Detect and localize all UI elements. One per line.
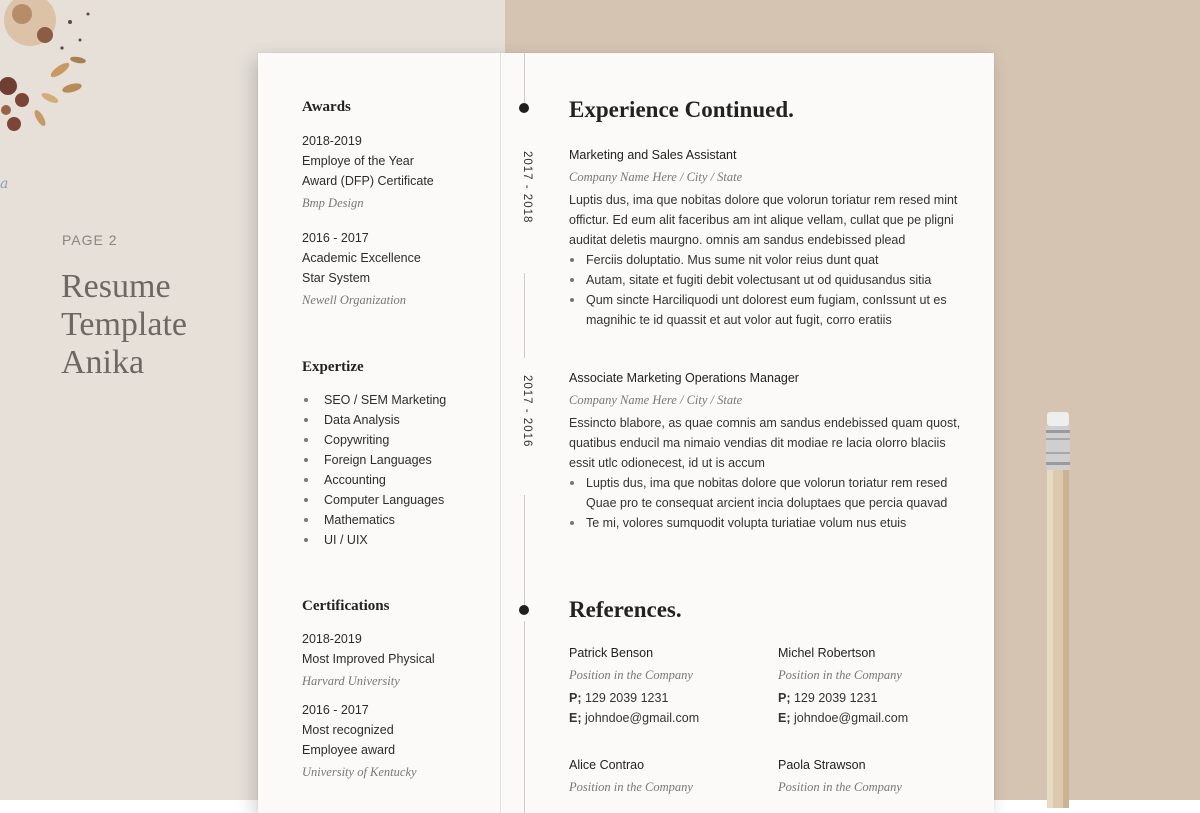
- bullet-line: magnihic te id quassit et aut volor aut fugit, corro eratiis: [586, 313, 892, 327]
- job-title: Marketing and Sales Assistant: [569, 148, 737, 162]
- timeline-years: 2017 - 2018: [521, 151, 533, 224]
- description-line: quatibus enducil ma nimaio vendias dit modiae re lacia olorro blaciis: [569, 436, 946, 450]
- award-line: Academic Excellence: [302, 251, 421, 265]
- expertize-title: Expertize: [302, 359, 364, 375]
- awards-title: Awards: [302, 99, 351, 115]
- reference-name: Alice Contrao: [569, 758, 645, 772]
- bullet-line: Luptis dus, ima que nobitas dolore que volorun toriatur rem resed: [586, 476, 948, 490]
- timeline-dot: [519, 103, 529, 113]
- phone-value: 129 2039 1231: [793, 691, 878, 705]
- job-description: [569, 190, 958, 250]
- award-years: 2016 - 2017: [302, 231, 369, 245]
- timeline-line: [524, 621, 525, 813]
- list-item: [569, 270, 949, 290]
- template-title: [61, 268, 187, 382]
- email-value: johndoe@gmail.com: [584, 711, 700, 725]
- template-title-line: Resume: [61, 268, 171, 305]
- job-company: Company Name Here / City / State: [569, 170, 743, 184]
- bullet-line: Autam, sitate et fugiti debit volectusant ut od quidusandus sitia: [586, 273, 932, 287]
- list-item: [569, 513, 949, 533]
- reference-position: Position in the Company: [569, 780, 693, 794]
- award-line: Employe of the Year: [302, 154, 414, 168]
- reference-position: Position in the Company: [778, 780, 902, 794]
- timeline-line: [524, 273, 525, 358]
- email-value: johndoe@gmail.com: [793, 711, 909, 725]
- timeline-dot: [519, 605, 529, 615]
- award-org: Bmp Design: [302, 196, 364, 210]
- reference-phone: [569, 691, 668, 705]
- job-description: [569, 413, 961, 473]
- timeline-line: [524, 53, 525, 103]
- page-label: PAGE 2: [62, 232, 118, 248]
- timeline-line: [524, 495, 525, 605]
- reference-name: Michel Robertson: [778, 646, 876, 660]
- job-bullets: [569, 250, 949, 330]
- resume-page: [258, 53, 994, 813]
- reference-email: [569, 711, 699, 725]
- phone-label: P;: [778, 691, 791, 705]
- cert-line: Most recognized: [302, 723, 394, 737]
- timeline-years: 2017 - 2016: [521, 375, 533, 448]
- template-title-line: Template: [61, 306, 188, 343]
- column-divider: [500, 53, 501, 813]
- email-label: E;: [778, 711, 791, 725]
- reference-name: Patrick Benson: [569, 646, 654, 660]
- description-line: essit utlc odionecest, id ut is accum: [569, 456, 765, 470]
- description-line: offictur. Ed eum alit faceribus am int alique vellam, cullat que pe pligni: [569, 213, 954, 227]
- list-item: Copywriting: [302, 430, 446, 450]
- description-line: auditat deletis maurgno. omnis am sandus endebissed plead: [569, 233, 906, 247]
- phone-label: P;: [569, 691, 582, 705]
- cert-org: University of Kentucky: [302, 765, 417, 779]
- list-item: Mathematics: [302, 510, 446, 530]
- reference-phone: [778, 691, 877, 705]
- list-item: [569, 473, 949, 513]
- cert-years: 2018-2019: [302, 632, 362, 646]
- award-years: 2018-2019: [302, 134, 362, 148]
- floral-mark: a: [0, 176, 9, 192]
- template-title-line: Anika: [61, 344, 145, 381]
- references-title: References.: [569, 597, 682, 622]
- bullet-line: Te mi, volores sumquodit volupta turiatiae volum nus etuis: [586, 516, 907, 530]
- list-item: UI / UIX: [302, 530, 446, 550]
- floral-decoration-icon: [0, 0, 110, 150]
- description-line: Essincto blabore, as quae comnis am sandus endebissed quam quost,: [569, 416, 961, 430]
- list-item: [569, 250, 949, 270]
- pencil-icon: [1043, 408, 1073, 808]
- job-company: Company Name Here / City / State: [569, 393, 743, 407]
- experience-title: Experience Continued.: [569, 97, 794, 122]
- bullet-line: Ferciis doluptatio. Mus sume nit volor reius dunt quat: [586, 253, 879, 267]
- job-bullets: [569, 473, 949, 533]
- list-item: SEO / SEM Marketing: [302, 390, 446, 410]
- list-item: [569, 290, 949, 330]
- list-item: Data Analysis: [302, 410, 446, 430]
- reference-position: Position in the Company: [569, 668, 693, 682]
- email-label: E;: [569, 711, 582, 725]
- award-line: Star System: [302, 271, 371, 285]
- cert-org: Harvard University: [302, 674, 400, 688]
- award-line: Award (DFP) Certificate: [302, 174, 434, 188]
- phone-value: 129 2039 1231: [584, 691, 669, 705]
- award-org: Newell Organization: [302, 293, 407, 307]
- certifications-title: Certifications: [302, 598, 390, 614]
- list-item: Accounting: [302, 470, 446, 490]
- cert-years: 2016 - 2017: [302, 703, 369, 717]
- reference-name: Paola Strawson: [778, 758, 866, 772]
- description-line: Luptis dus, ima que nobitas dolore que volorun toriatur rem resed mint: [569, 193, 958, 207]
- reference-email: [778, 711, 908, 725]
- reference-position: Position in the Company: [778, 668, 902, 682]
- cert-line: Most Improved Physical: [302, 652, 435, 666]
- list-item: Foreign Languages: [302, 450, 446, 470]
- job-title: Associate Marketing Operations Manager: [569, 371, 799, 385]
- cert-line: Employee award: [302, 743, 396, 757]
- expertize-list: [302, 390, 446, 550]
- bullet-line: Qum sincte Harciliquodi unt dolorest eum fugiam, conIssunt ut es: [586, 293, 947, 307]
- list-item: Computer Languages: [302, 490, 446, 510]
- bullet-line: Quae pro te consequat arcient incia doluptaes que percia quavad: [586, 496, 948, 510]
